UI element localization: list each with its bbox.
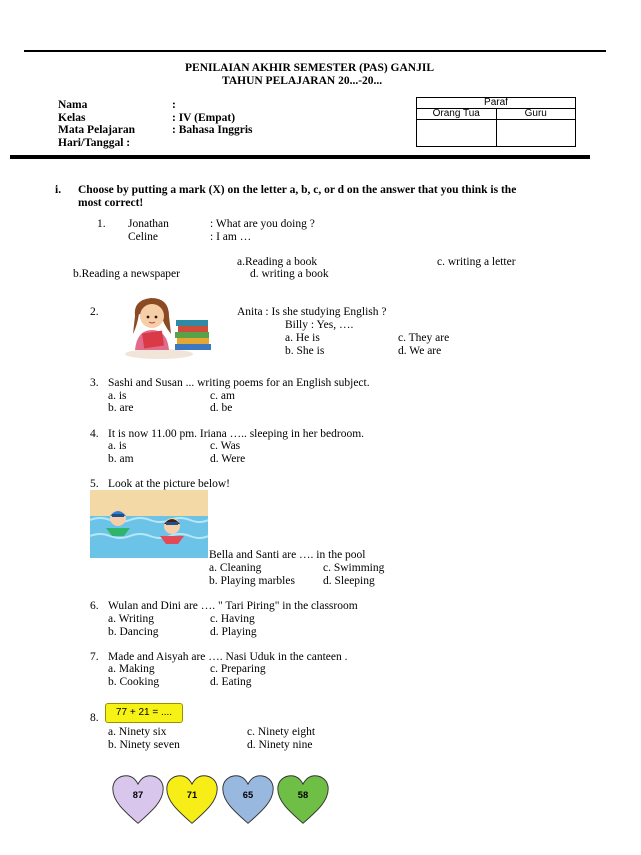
top-rule (24, 50, 606, 52)
heart-65-label: 65 (242, 790, 254, 801)
q3-number: 3. (90, 377, 99, 389)
heart-58[interactable] (275, 772, 331, 828)
q8-option-b[interactable]: b. Ninety seven (108, 739, 180, 751)
q1-line2: : I am … (210, 231, 252, 243)
q1-option-a[interactable]: a.Reading a book (237, 256, 318, 268)
q5-number: 5. (90, 478, 99, 490)
q5-text: Look at the picture below! (108, 478, 230, 490)
school-year: TAHUN PELAJARAN 20...-20... (222, 75, 383, 87)
q8-number: 8. (90, 712, 99, 724)
q3-option-a[interactable]: a. is (108, 390, 127, 402)
q4-number: 4. (90, 428, 99, 440)
field-label-mapel: Mata Pelajaran (58, 124, 135, 136)
q2-option-d[interactable]: d. We are (398, 345, 442, 357)
instruction-line1: Choose by putting a mark (X) on the letter a, b, c, or d on the answer that you think is the (78, 184, 517, 196)
q7-option-b[interactable]: b. Cooking (108, 676, 160, 688)
q7-option-c[interactable]: c. Preparing (210, 663, 266, 675)
field-value-kelas: : IV (Empat) (172, 112, 236, 124)
q4-text: It is now 11.00 pm. Iriana ….. sleeping in her bedroom. (108, 428, 365, 440)
q2-line1: Anita : Is she studying English ? (237, 306, 387, 318)
q7-option-d[interactable]: d. Eating (210, 676, 252, 688)
q6-option-d[interactable]: d. Playing (210, 626, 257, 638)
q5-option-d[interactable]: d. Sleeping (323, 575, 375, 587)
q6-text: Wulan and Dini are …. " Tari Piring" in the classroom (108, 600, 358, 612)
q3-text: Sashi and Susan ... writing poems for an English subject. (108, 377, 370, 389)
q5-option-a[interactable]: a. Cleaning (209, 562, 262, 574)
q6-option-a[interactable]: a. Writing (108, 613, 154, 625)
field-label-kelas: Kelas (58, 112, 86, 124)
heart-71[interactable] (164, 772, 220, 828)
q3-option-d[interactable]: d. be (210, 402, 233, 414)
field-value-nama: : (172, 99, 176, 111)
exam-title: PENILAIAN AKHIR SEMESTER (PAS) GANJIL (185, 62, 434, 74)
paraf-col-guru: Guru (496, 109, 576, 120)
q2-number: 2. (90, 306, 99, 318)
q7-text: Made and Aisyah are …. Nasi Uduk in the canteen . (108, 651, 348, 663)
q2-option-b[interactable]: b. She is (285, 345, 325, 357)
q5-option-b[interactable]: b. Playing marbles (209, 575, 295, 587)
field-value-mapel: : Bahasa Inggris (172, 124, 253, 136)
girl-reading-illustration (123, 294, 215, 360)
paraf-sign-guru[interactable] (496, 120, 576, 147)
q1-number: 1. (97, 218, 106, 230)
q1-speaker2: Celine (128, 231, 159, 243)
heart-65[interactable] (220, 772, 276, 828)
q1-speaker1: Jonathan (128, 218, 169, 230)
heart-58-label: 58 (297, 790, 309, 801)
q5-option-c[interactable]: c. Swimming (323, 562, 385, 574)
paraf-title: Paraf (417, 98, 576, 109)
q3-option-b[interactable]: b. are (108, 402, 134, 414)
paraf-sign-orangtua[interactable] (417, 120, 497, 147)
field-label-nama: Nama (58, 99, 88, 111)
q1-line1: : What are you doing ? (210, 218, 315, 230)
q6-option-b[interactable]: b. Dancing (108, 626, 159, 638)
heart-87[interactable] (110, 772, 166, 828)
q2-option-a[interactable]: a. He is (285, 332, 320, 344)
instruction-line2: most correct! (78, 197, 144, 209)
q1-option-d[interactable]: d. writing a book (250, 268, 329, 280)
q6-option-c[interactable]: c. Having (210, 613, 255, 625)
equation-box: 77 + 21 = .... (105, 703, 183, 723)
q8-option-c[interactable]: c. Ninety eight (247, 726, 316, 738)
q2-line2: Billy : Yes, …. (285, 319, 354, 331)
heart-71-label: 71 (186, 790, 198, 801)
q3-option-c[interactable]: c. am (210, 390, 235, 402)
q5-line: Bella and Santi are …. in the pool (209, 549, 366, 561)
q7-number: 7. (90, 651, 99, 663)
q8-option-d[interactable]: d. Ninety nine (247, 739, 313, 751)
q4-option-a[interactable]: a. is (108, 440, 127, 452)
paraf-table (416, 97, 576, 147)
heart-87-label: 87 (132, 790, 144, 801)
q8-option-a[interactable]: a. Ninety six (108, 726, 167, 738)
q2-option-c[interactable]: c. They are (398, 332, 450, 344)
swimming-pool-illustration (90, 490, 208, 558)
q4-option-c[interactable]: c. Was (210, 440, 241, 452)
paraf-col-orangtua: Orang Tua (417, 109, 497, 120)
instruction-number: i. (55, 184, 62, 196)
q4-option-d[interactable]: d. Were (210, 453, 246, 465)
q4-option-b[interactable]: b. am (108, 453, 134, 465)
q1-option-b[interactable]: b.Reading a newspaper (73, 268, 180, 280)
header-divider (10, 155, 590, 159)
field-label-hari: Hari/Tanggal : (58, 137, 131, 149)
q7-option-a[interactable]: a. Making (108, 663, 155, 675)
q1-option-c[interactable]: c. writing a letter (437, 256, 516, 268)
q6-number: 6. (90, 600, 99, 612)
